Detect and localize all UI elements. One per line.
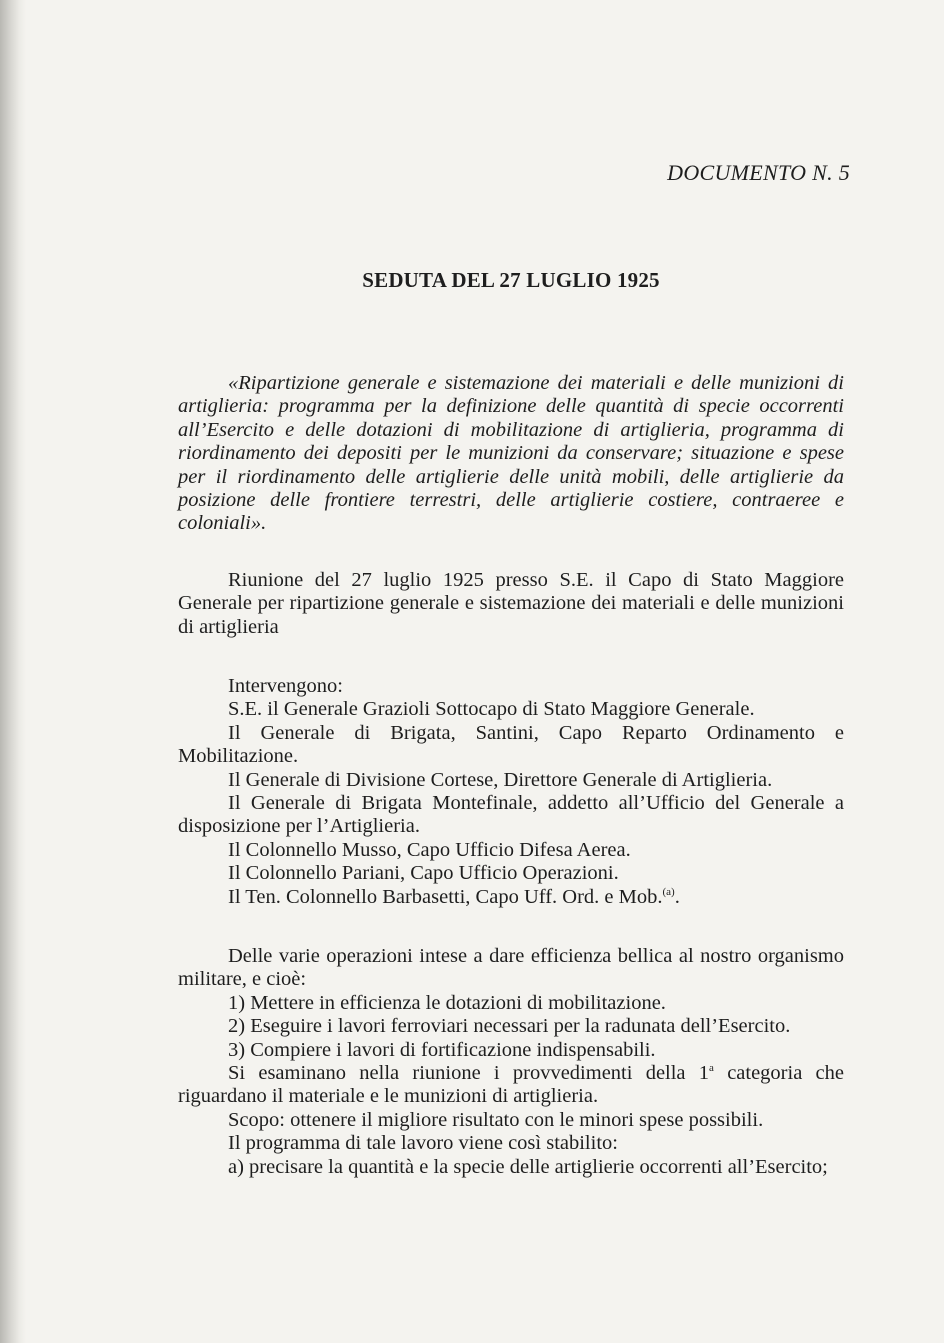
participant-item: Il Colonnello Musso, Capo Ufficio Difesa Aerea. xyxy=(228,838,631,861)
examination-paragraph xyxy=(178,1062,844,1109)
operation-item: 3) Compiere i lavori di fortificazione indispensabili. xyxy=(228,1038,656,1061)
examination-text-end: categoria che riguardano il materiale e le munizioni di artiglieria. xyxy=(178,1062,845,1108)
category-superscript: a xyxy=(709,1062,714,1075)
participant-item xyxy=(178,886,844,909)
session-title: SEDUTA DEL 27 LUGLIO 1925 xyxy=(362,268,660,292)
footnote-marker: (a) xyxy=(662,885,675,898)
meeting-block xyxy=(178,569,844,639)
participant-item: Il Generale di Divisione Cortese, Direttore Generale di Artiglieria. xyxy=(228,768,773,791)
program-item-a: a) precisare la quantità e la specie delle artiglierie occorrenti all’Esercito; xyxy=(228,1155,828,1178)
participants-label: Intervengono: xyxy=(228,675,343,697)
page-edge-shadow xyxy=(0,0,26,1343)
scope-paragraph: Scopo: ottenere il migliore risultato con le minori spese possibili. xyxy=(228,1108,764,1131)
operations-block xyxy=(178,945,844,1179)
participants-block xyxy=(178,675,844,909)
meeting-paragraph: Riunione del 27 luglio 1925 presso S.E. il Capo di Stato Maggiore Generale per ripartizione generale e sistemazione dei materiali e delle munizioni di artiglieria xyxy=(178,569,844,638)
participant-end: . xyxy=(674,885,680,908)
examination-text-start: Si esaminano nella riunione i provvedimenti della 1 xyxy=(228,1062,710,1085)
program-intro: Il programma di tale lavoro viene così stabilito: xyxy=(228,1132,618,1155)
operation-item: 2) Eseguire i lavori ferroviari necessari per la radunata dell’Esercito. xyxy=(228,1015,791,1038)
subject-block xyxy=(178,372,844,536)
participant-text: Il Ten. Colonnello Barbasetti, Capo Uff. Ord. e Mob. xyxy=(228,885,663,908)
document-number: DOCUMENTO N. 5 xyxy=(667,160,850,185)
operations-intro: Delle varie operazioni intese a dare efficienza bellica al nostro organismo militare, e cioè: xyxy=(178,945,844,991)
participant-item: S.E. il Generale Grazioli Sottocapo di Stato Maggiore Generale. xyxy=(228,698,755,721)
participant-item: Il Colonnello Pariani, Capo Ufficio Operazioni. xyxy=(228,862,619,885)
participant-item: Il Generale di Brigata, Santini, Capo Reparto Ordinamento e Mobilitazione. xyxy=(178,721,844,768)
participant-item: Il Generale di Brigata Montefinale, addetto all’Ufficio del Generale a disposizione per l’Artiglieria. xyxy=(178,792,844,838)
subject-paragraph: «Ripartizione generale e sistemazione dei materiali e delle munizioni di artiglieria: programma per la definizione delle quantità di specie occorrenti all’Esercito e delle dotazioni di mobilitazione di artiglieria, programma di riordinamento dei depositi per le munizioni da conservare; situazione e spese per il riordinamento delle artiglierie delle unità mobili, delle artiglierie da posizione delle frontiere terrestri, delle artiglierie costiere, contraeree e coloniali». xyxy=(178,372,844,535)
operation-item: 1) Mettere in efficienza le dotazioni di mobilitazione. xyxy=(228,991,666,1014)
